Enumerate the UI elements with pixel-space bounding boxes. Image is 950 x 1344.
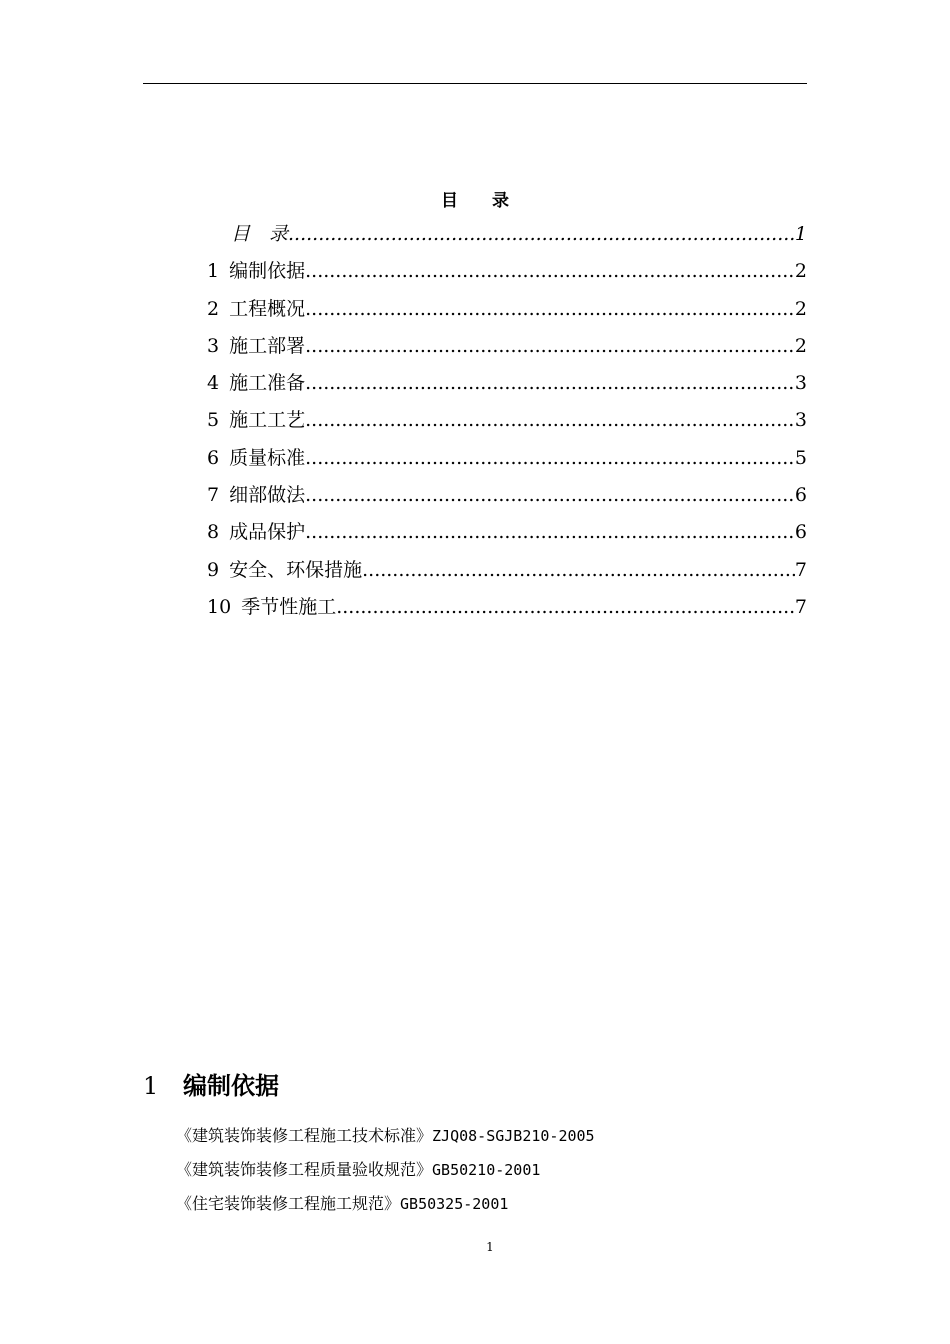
toc-entry-text: 目 录	[231, 223, 289, 245]
toc-entry-text: 施工准备	[229, 372, 306, 395]
reference-item	[176, 1122, 595, 1156]
toc-leader-dots	[305, 291, 795, 328]
toc-leader-dots	[305, 253, 795, 290]
toc-leader-dots	[288, 216, 795, 253]
section-number: 1	[143, 1072, 159, 1100]
reference-list	[176, 1122, 595, 1224]
reference-title: 《建筑装饰装修工程施工技术标准》	[176, 1126, 433, 1145]
reference-item	[176, 1156, 595, 1190]
toc-entry-page: 3	[794, 372, 807, 395]
toc-entry-9[interactable]	[207, 552, 807, 589]
page-number: 1	[486, 1240, 494, 1254]
toc-entry-page: 5	[794, 446, 807, 469]
toc-leader-dots	[305, 402, 795, 439]
toc-entry-number: 7	[207, 484, 220, 507]
toc-entry-5[interactable]	[207, 402, 807, 439]
toc-entry-page: 1	[794, 223, 807, 245]
toc-leader-dots	[362, 552, 795, 589]
toc-entry-number: 1	[207, 260, 220, 283]
toc-entry-page: 2	[794, 297, 807, 320]
toc-entry-1[interactable]	[207, 253, 807, 290]
toc-entry-page: 7	[794, 558, 807, 581]
toc-entry-text: 季节性施工	[241, 595, 337, 618]
toc-entry-number: 10	[207, 595, 232, 618]
toc-entry-text: 施工部署	[229, 334, 306, 357]
toc-leader-dots	[305, 477, 795, 514]
toc-entry-number: 9	[207, 558, 220, 581]
section-title: 编制依据	[183, 1072, 279, 1100]
reference-item	[176, 1190, 595, 1224]
toc-entry-text: 成品保护	[229, 521, 306, 544]
toc-leader-dots	[336, 589, 795, 626]
toc-entry-3[interactable]	[207, 328, 807, 365]
section-heading	[143, 1066, 279, 1101]
toc-entry-6[interactable]	[207, 440, 807, 477]
toc-entry-number: 4	[207, 372, 220, 395]
toc-entry-text: 编制依据	[229, 260, 306, 283]
toc-entry-page: 2	[794, 260, 807, 283]
toc-entry-text: 安全、环保措施	[229, 558, 363, 581]
toc-entry-10[interactable]	[207, 589, 807, 626]
toc-list	[207, 216, 807, 626]
toc-entry-number: 2	[207, 297, 220, 320]
toc-entry-2[interactable]	[207, 291, 807, 328]
toc-entry-8[interactable]	[207, 514, 807, 551]
toc-entry-number: 8	[207, 521, 220, 544]
toc-entry-text: 工程概况	[229, 297, 306, 320]
reference-code: ZJQ08-SGJB210-2005	[432, 1127, 595, 1145]
reference-title: 《建筑装饰装修工程质量验收规范》	[176, 1160, 433, 1179]
toc-entry-page: 7	[794, 595, 807, 618]
toc-entry-7[interactable]	[207, 477, 807, 514]
reference-title: 《住宅装饰装修工程施工规范》	[176, 1194, 401, 1213]
toc-entry-number: 6	[207, 446, 220, 469]
toc-entry-page: 2	[794, 334, 807, 357]
toc-entry-text: 施工工艺	[229, 409, 306, 432]
toc-leader-dots	[305, 365, 795, 402]
toc-entry-4[interactable]	[207, 365, 807, 402]
reference-code: GB50325-2001	[400, 1195, 509, 1213]
toc-entry-number: 5	[207, 409, 220, 432]
toc-entry-text: 质量标准	[229, 446, 306, 469]
toc-leader-dots	[305, 328, 795, 365]
toc-entry-page: 3	[794, 409, 807, 432]
toc-leader-dots	[305, 514, 795, 551]
toc-entry-page: 6	[794, 521, 807, 544]
toc-entry-text: 细部做法	[229, 484, 306, 507]
toc-entry-page: 6	[794, 484, 807, 507]
toc-entry-self[interactable]	[207, 216, 807, 253]
header-rule	[143, 83, 807, 84]
toc-entry-number: 3	[207, 334, 220, 357]
toc-leader-dots	[305, 440, 795, 477]
toc-title: 目 录	[441, 191, 509, 211]
reference-code: GB50210-2001	[432, 1161, 541, 1179]
